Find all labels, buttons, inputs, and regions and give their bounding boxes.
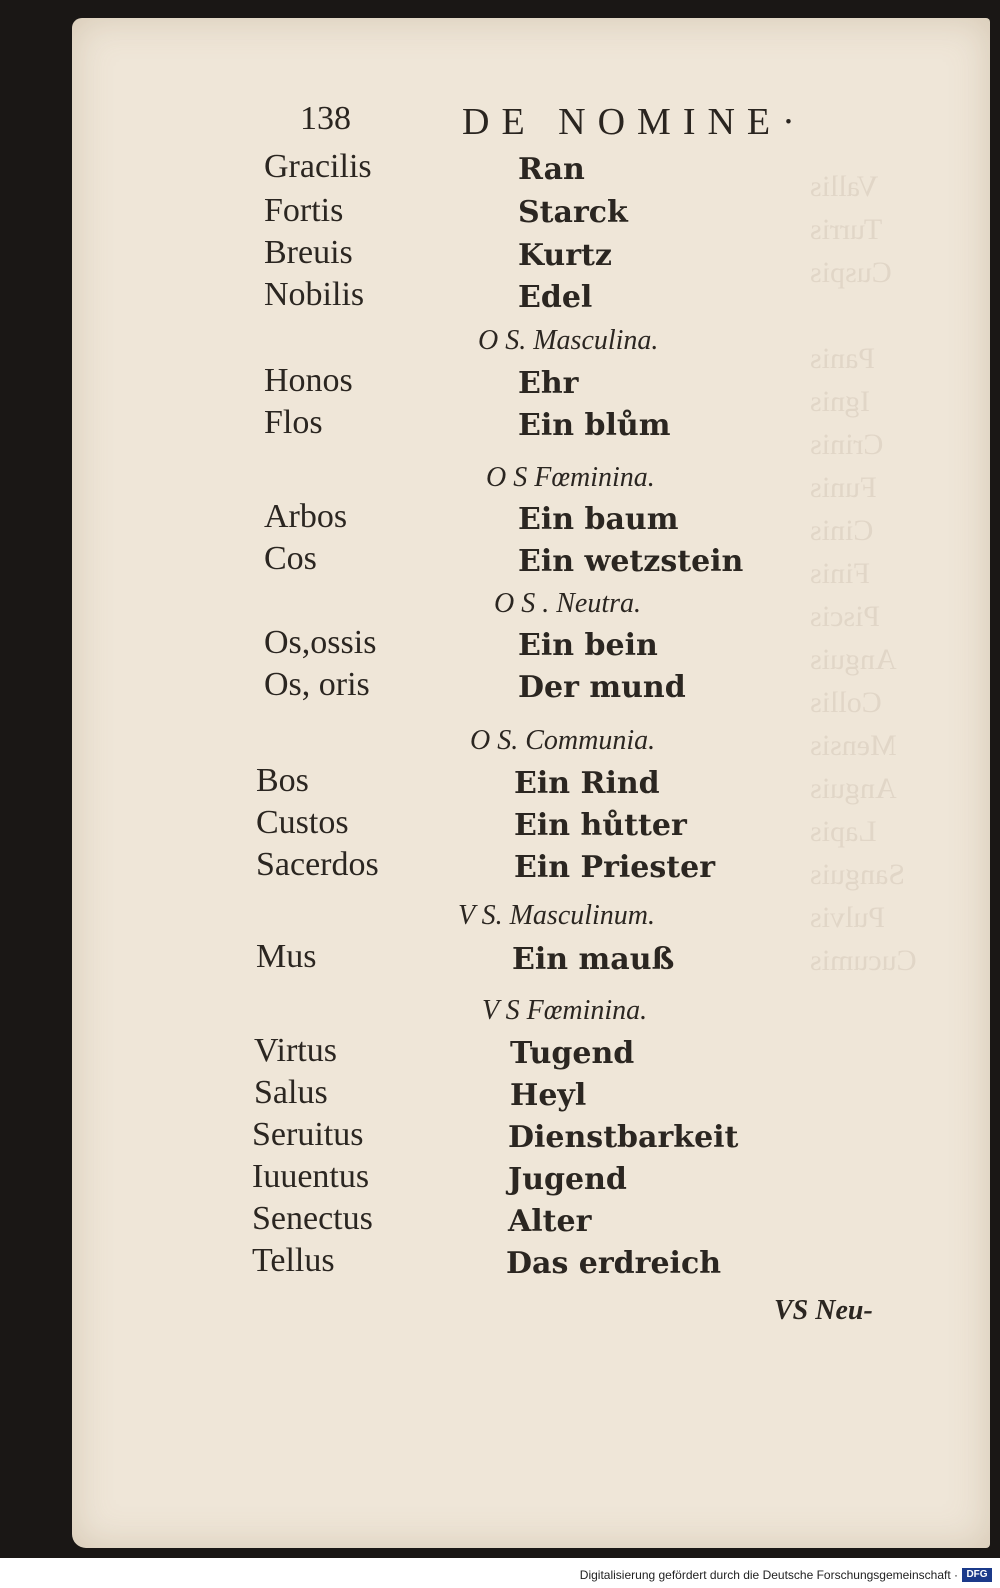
section-heading: O S. Masculina. xyxy=(478,325,659,356)
catchword: VS Neu- xyxy=(774,1295,873,1326)
german-word: Ein Rind xyxy=(514,766,660,801)
latin-word: Seruitus xyxy=(252,1116,364,1153)
latin-word: Mus xyxy=(256,938,317,975)
german-word: Kurtz xyxy=(518,238,612,273)
latin-word: Cos xyxy=(264,540,317,577)
latin-word: Iuuentus xyxy=(252,1158,370,1195)
german-word: Ein bein xyxy=(518,628,658,663)
section-heading: O S . Neutra. xyxy=(494,588,641,619)
section-heading: O S. Communia. xyxy=(470,725,656,756)
funding-notice: Digitalisierung gefördert durch die Deutsche Forschungsgemeinschaft · xyxy=(579,1568,958,1582)
german-word: Tugend xyxy=(510,1036,635,1071)
german-word: Ran xyxy=(518,152,585,187)
latin-word: Arbos xyxy=(264,498,348,535)
latin-word: Senectus xyxy=(252,1200,373,1237)
section-heading: V S. Masculinum. xyxy=(458,900,656,931)
section-heading: O S Fœminina. xyxy=(486,462,655,493)
latin-word: Salus xyxy=(254,1074,328,1111)
german-word: Dienstbarkeit xyxy=(508,1120,739,1155)
german-word: Alter xyxy=(508,1204,592,1239)
latin-word: Custos xyxy=(256,804,349,841)
footer-bar xyxy=(0,1558,1000,1588)
german-word: Ein blům xyxy=(518,408,671,443)
latin-word: Flos xyxy=(264,404,323,441)
german-word: Starck xyxy=(518,195,628,230)
latin-word: Os,ossis xyxy=(264,624,377,661)
latin-word: Nobilis xyxy=(264,276,365,313)
german-word: Das erdreich xyxy=(506,1246,722,1281)
german-word: Ehr xyxy=(518,366,579,401)
bleed-through-text: Vallis Turris Cuspis Panis Ignis Crinis Funis Cinis Finis Piscis Anguis Collis Mensis Anguis Lapis Sanguis Pulvis Cucumis xyxy=(810,170,917,977)
latin-word: Honos xyxy=(264,362,353,399)
page-number: 138 xyxy=(300,100,351,137)
dfg-logo: DFG xyxy=(962,1568,992,1582)
latin-word: Fortis xyxy=(264,192,344,229)
latin-word: Bos xyxy=(256,762,309,799)
german-word: Ein wetzstein xyxy=(518,544,744,579)
latin-word: Os, oris xyxy=(264,666,370,703)
german-word: Jugend xyxy=(508,1162,627,1197)
german-word: Heyl xyxy=(510,1078,587,1113)
running-title: DE NOMINE· xyxy=(462,101,807,143)
latin-word: Gracilis xyxy=(264,148,372,185)
german-word: Ein hůtter xyxy=(514,808,687,843)
german-word: Ein baum xyxy=(518,502,679,537)
german-word: Ein mauß xyxy=(512,942,675,977)
latin-word: Virtus xyxy=(254,1032,337,1069)
german-word: Ein Priester xyxy=(514,850,716,885)
latin-word: Breuis xyxy=(264,234,353,271)
german-word: Edel xyxy=(518,280,593,315)
german-word: Der mund xyxy=(518,670,686,705)
latin-word: Sacerdos xyxy=(256,846,379,883)
latin-word: Tellus xyxy=(252,1242,335,1279)
section-heading: V S Fœminina. xyxy=(482,995,648,1026)
